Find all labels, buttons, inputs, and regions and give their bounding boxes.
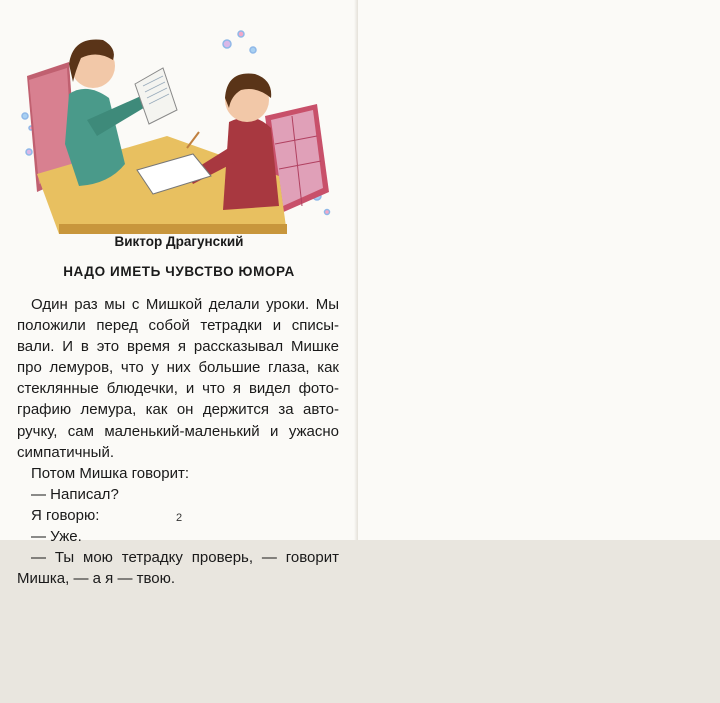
text-line: ручку, сам маленький-маленький и ужасно	[17, 422, 339, 440]
text-line: Один раз мы с Мишкой делали уроки. Мы	[31, 296, 339, 313]
text-line: Потом Мишка говорит:	[31, 464, 190, 482]
story-author: Виктор Драгунский	[114, 234, 244, 249]
page-number-left: 2	[176, 512, 183, 524]
story-title: НАДО ИМЕТЬ ЧУВСТВО ЮМОРА	[63, 264, 295, 279]
text-line: — Написал?	[31, 485, 119, 503]
text-line: Мишка, — а я — твою.	[17, 570, 176, 588]
left-page-text	[17, 294, 339, 589]
open-book	[135, 68, 177, 124]
text-line: Я говорю:	[31, 506, 100, 524]
text-line: положили перед собой тетрадки и списы-	[17, 317, 339, 335]
story-illustration	[17, 24, 335, 234]
right-page	[358, 0, 720, 540]
text-line: вали. И в это время я рассказывал Мишке	[17, 338, 339, 356]
left-page	[0, 0, 358, 588]
text-line: про лемуров, что у них большие глаза, как	[17, 359, 339, 377]
text-line: — Уже.	[31, 528, 82, 546]
text-line: — Ты мою тетрадку проверь, — говорит	[31, 549, 339, 567]
text-line: графию лемура, как он держится за авто-	[17, 401, 339, 419]
text-line: симпатичный.	[17, 443, 115, 461]
text-line: стеклянные блюдечки, и что я видел фото-	[17, 380, 339, 398]
